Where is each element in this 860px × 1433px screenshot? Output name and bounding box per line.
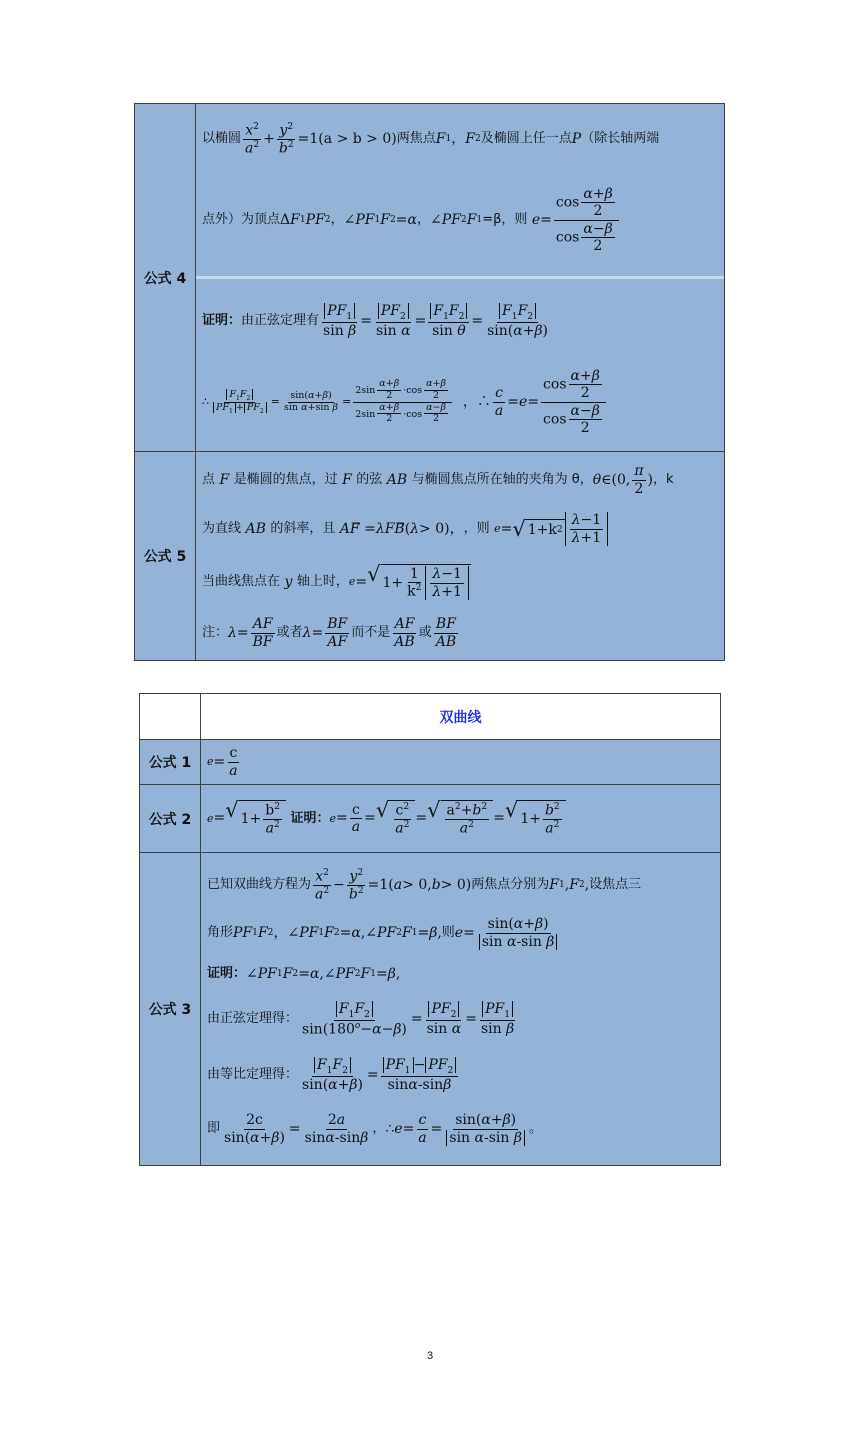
hyperbola-formula3-content <box>201 853 721 1166</box>
hyperbola-formula2-content: e = √ 1+ $\frac{b^2}{a^2}$ 证明： e = $\frac{c}{a}$ = √ $\frac{c^2}{a^2}$ = √ $\frac{a^2+b^2}{a^2}$ = √ 1+ $\frac{b^2}{a^2}$ <box>201 785 721 853</box>
hyperbola-formula3-line3: 证明： ∠ PF 1 F 2 = α ,∠ PF 2 F 1 = β , <box>207 965 401 982</box>
formula4-proof-line1: 证明： 由正弦定理有 $\frac{PF_1}{\text{sin β}}$ = $\frac{PF_2}{\text{sin α}}$ = $\frac{F_1F_2}{\text{sin θ}}$ = $\frac{F_1F_2}{\sin(\alpha+\beta)}$ <box>202 302 549 340</box>
formula5-line4: 注： λ = $\frac{AF}{BF}$ 或者 λ = $\frac{BF}{AF}$ 而不是 $\frac{AF}{AB}$ 或 $\frac{BF}{AB}$ <box>202 616 457 650</box>
formula4-proof-line2: ∴ $\frac{F_1F_2}{PF_1 + PF_2}$ = $\frac{\sin(\alpha+\beta)}{\text{sin α+sin β}}$ = 2sin $\frac{\alpha+\beta}{2}$ ·cos $\frac{\alpha+\beta}{2}$ 2sin $\frac{\alpha+\beta}{2}$ ·cos $\frac{\alpha-\beta}{2}$ ，∴ $\frac{c}{a}$ = e = cos $\frac{\alpha+\beta}{2}$ cos $\frac{\alpha-\beta}{2}$ <box>202 357 718 447</box>
page-number: 3 <box>426 1350 434 1362</box>
header-empty-cell <box>140 694 201 740</box>
hyperbola-formula-table <box>139 693 721 1166</box>
formula5-label: 公式 5 <box>135 452 196 661</box>
hyperbola-formula2-label: 公式 2 <box>140 785 201 853</box>
hyperbola-formula1-content: e = $\frac{c}{a}$ <box>201 740 721 785</box>
hyperbola-formula3-line2: 角形 PF 1 F 2 ，∠ PF 1 F 2 = α ,∠ PF 2 F 1 = β , 则 e = $\frac{\sin(\alpha+\beta)}{\text{sin α-sin β}}$ <box>207 908 714 958</box>
hyperbola-formula3-line6: 即 $\frac{2c}{\sin(\alpha+\beta)}$ = $\frac{2a}{\sin\alpha-\sin\beta}$ ， ∴ e = $\frac{c}{a}$ = $\frac{\sin(\alpha+\beta)}{\text{sin α-sin β}}$ 。 <box>207 1112 542 1146</box>
hyperbola-formula3-line1: 已知双曲线方程为 $\frac{x^2}{a^2}$ − $\frac{y^2}{b^2}$ =1( a > 0, b > 0) 两焦点分别为 F 1 , F 2 , 设焦点三 <box>207 867 642 903</box>
formula4-line2: 点外）为顶点 Δ F 1 PF 2 ， ∠ PF 1 F 2 = α ， ∠ PF 2 F 1 =β，则 e = cos $\frac{\alpha+\beta}{2}$ cos $\frac{\alpha-\beta}{2}$ <box>202 170 718 270</box>
ellipse-formula-table <box>134 103 725 661</box>
formula4-label: 公式 4 <box>135 104 196 452</box>
formula5-line3: 当曲线焦点在 y 轴上时， e = √ 1+ $\frac{1}{k^2}$ $\frac{\lambda-1}{\lambda+1}$ <box>202 554 718 610</box>
formula4-line1: 以椭圆 $\frac{x^2}{a^2}$ + $\frac{y^2}{b^2}$ =1(a > b > 0) 两焦点 F 1 ， F 2 及椭圆上任一点 P （除长轴两端 <box>202 121 660 157</box>
hyperbola-formula1-label: 公式 1 <box>140 740 201 785</box>
hyperbola-formula3-line5: 由等比定理得： $\frac{F_1F_2}{\sin(\alpha+\beta)}$ = $\frac{PF_1 - PF_2}{\sin\alpha-\sin\beta}$ <box>207 1048 714 1102</box>
formula4-content <box>196 104 725 452</box>
hyperbola-formula3-line4: 由正弦定理得： $\frac{F_1F_2}{\sin(180^o-\alpha-\beta)}$ = $\frac{PF_2}{\text{sin α}}$ = $\frac{PF_1}{\text{sin β}}$ <box>207 1000 515 1038</box>
hyperbola-title: 双曲线 <box>201 694 721 740</box>
formula5-content <box>196 452 725 661</box>
hyperbola-formula3-label: 公式 3 <box>140 853 201 1166</box>
proof-divider <box>196 276 724 279</box>
formula5-line2: 为直线 AB 的斜率，且 AF ⃗ = λ FB ⃗( λ > 0)， ，则 e = √ 1+k 2 $\frac{\lambda-1}{\lambda+1}$ <box>202 504 718 554</box>
formula5-line1: 点 F 是椭圆的焦点，过 F 的弦 AB 与椭圆焦点所在轴的夹角为 θ， θ ∈(0, $\frac{\pi}{2}$ ) ，k <box>202 463 674 497</box>
